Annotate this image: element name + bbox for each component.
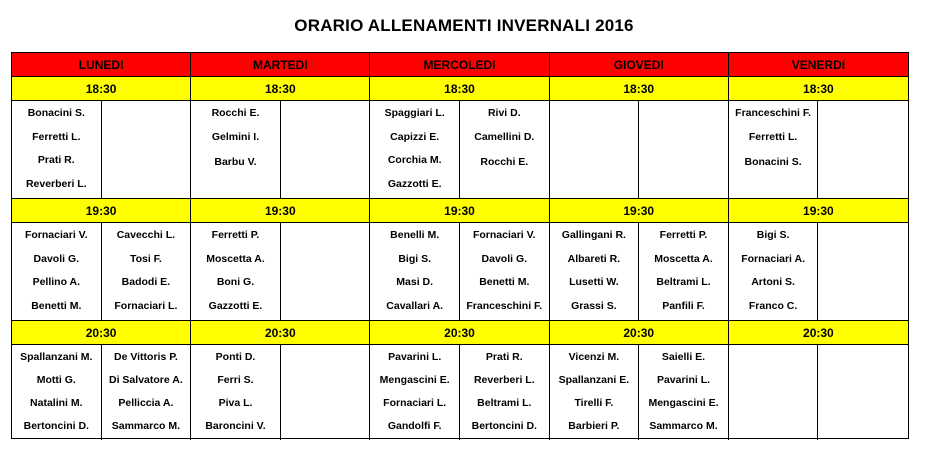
athlete-name: Franco C. [748,299,798,312]
athlete-name: Reverberi L. [25,177,87,190]
time-slot-header: 19:30 [729,199,908,223]
group-cell [102,223,192,321]
group-cell [639,101,729,199]
athlete-name: Mengascini E. [648,397,719,409]
athlete-name: Gazzotti E. [208,299,263,312]
time-slot-header: 18:30 [370,77,549,101]
group-cell [102,345,192,440]
athlete-name: Pelliccia A. [118,397,174,409]
athlete-name: Beltrami L. [477,397,532,409]
athlete-name: Lusetti W. [569,276,619,288]
athlete-name: Camellini D. [474,131,535,144]
schedule-table [11,52,909,439]
athlete-name: Badodi E. [121,276,171,288]
athlete-name: Davoli G. [481,252,528,265]
athlete-name: Barbieri P. [568,420,620,432]
athlete-name: Franceschini F. [466,299,543,312]
athlete-name: Ferri S. [217,374,254,386]
athlete-name: Davoli G. [33,252,80,265]
time-slot-header: 19:30 [550,199,729,223]
athlete-name: Moscetta A. [654,252,713,265]
group-cell [191,345,281,440]
athlete-name: Tirelli F. [574,397,614,409]
page-title: ORARIO ALLENAMENTI INVERNALI 2016 [294,16,634,35]
athlete-name: Sammarco M. [111,420,181,432]
athlete-name: Ferretti L. [748,131,798,144]
athlete-name: Benetti M. [479,276,530,288]
group-cell [370,223,460,321]
time-slot-header: 18:30 [191,77,370,101]
athlete-name: Gelmini I. [211,131,260,144]
athlete-name: Grassi S. [571,299,617,312]
day-header: VENERDI [729,53,908,77]
athlete-name: Bigi S. [756,229,790,241]
athlete-name: Piva L. [218,397,253,409]
group-cell [460,101,550,199]
time-slot-header: 20:30 [729,321,908,345]
athlete-name: Masi D. [396,276,434,288]
athlete-name: Fornaciari V. [472,229,536,241]
athlete-name: Corchia M. [387,154,442,166]
athlete-name: Franceschini F. [735,107,812,119]
athlete-name: Artoni S. [751,276,795,288]
athlete-name: Panfili F. [662,299,705,312]
day-header: MERCOLEDI [370,53,549,77]
group-cell [281,101,371,199]
athlete-name: Prati R. [485,351,523,363]
group-cell [281,223,371,321]
athlete-name: Fornaciari L. [383,397,447,409]
athlete-name: Bonacini S. [744,155,802,168]
athlete-name: Ponti D. [215,351,256,363]
athlete-name: De Vittoris P. [113,351,178,363]
athlete-name: Pavarini L. [656,374,711,386]
athlete-name: Albareti R. [567,252,621,265]
time-slot-header: 18:30 [729,77,908,101]
group-cell [102,101,192,199]
athlete-name: Tosi F. [129,252,162,265]
athlete-name: Benelli M. [390,229,440,241]
athlete-name: Capizzi E. [390,130,440,143]
athlete-name: Boni G. [216,276,255,288]
time-slot-header: 20:30 [550,321,729,345]
athlete-name: Bonacini S. [27,107,85,119]
group-cell [729,223,819,321]
athlete-name: Beltrami L. [656,276,711,288]
group-cell [550,345,640,440]
group-cell [639,345,729,440]
athlete-name: Sammarco M. [649,420,718,432]
athlete-name: Spallanzani E. [558,374,630,386]
athlete-name: Barbu V. [214,155,257,168]
athlete-name: Di Salvatore A. [109,374,183,386]
athlete-name: Natalini M. [30,397,83,409]
group-cell [460,345,550,440]
athlete-name: Benetti M. [31,299,82,312]
time-slot-header: 18:30 [550,77,729,101]
group-cell [550,223,640,321]
day-header: GIOVEDI [550,53,729,77]
athlete-name: Gallingani R. [561,229,626,241]
group-cell [12,101,102,199]
athlete-name: Rivi D. [487,107,521,119]
athlete-name: Reverberi L. [473,374,535,386]
athlete-name: Gandolfi F. [387,420,442,432]
group-cell [370,345,460,440]
time-slot-header: 18:30 [12,77,191,101]
athlete-name: Saielli E. [661,351,706,363]
athlete-name: Bertoncini D. [471,420,537,432]
group-cell [12,223,102,321]
group-cell [818,223,908,321]
athlete-name: Ferretti P. [211,229,260,241]
athlete-name: Spaggiari L. [384,107,445,119]
athlete-name: Fornaciari V. [24,229,88,241]
day-header: LUNEDI [12,53,191,77]
athlete-name: Bigi S. [398,252,432,265]
group-cell [12,345,102,440]
athlete-name: Ferretti L. [32,130,81,143]
athlete-name: Rocchi E. [480,155,529,168]
athlete-name: Fornaciari L. [114,299,178,312]
athlete-name: Cavecchi L. [116,229,176,241]
day-header: MARTEDI [191,53,370,77]
group-cell [460,223,550,321]
athlete-name: Gazzotti E. [387,177,442,190]
group-cell [550,101,640,199]
group-cell [370,101,460,199]
group-cell [191,223,281,321]
time-slot-header: 20:30 [191,321,370,345]
time-slot-header: 19:30 [191,199,370,223]
athlete-name: Cavallari A. [386,299,444,312]
group-cell [818,345,908,440]
athlete-name: Fornaciari A. [741,252,805,265]
athlete-name: Ferretti P. [659,229,708,241]
athlete-name: Baroncini V. [205,420,266,432]
group-cell [281,345,371,440]
group-cell [191,101,281,199]
time-slot-header: 19:30 [12,199,191,223]
group-cell [818,101,908,199]
athlete-name: Bertoncini D. [23,420,89,432]
athlete-name: Mengascini E. [379,374,450,386]
time-slot-header: 20:30 [370,321,549,345]
athlete-name: Pellino A. [32,276,81,288]
time-slot-header: 19:30 [370,199,549,223]
athlete-name: Pavarini L. [388,351,442,363]
athlete-name: Spallanzani M. [20,351,93,363]
group-cell [639,223,729,321]
group-cell [729,101,819,199]
athlete-name: Vicenzi M. [568,351,620,363]
athlete-name: Rocchi E. [211,107,260,119]
athlete-name: Prati R. [37,154,75,166]
time-slot-header: 20:30 [12,321,191,345]
athlete-name: Moscetta A. [206,252,265,265]
athlete-name: Motti G. [36,374,76,386]
group-cell [729,345,819,440]
